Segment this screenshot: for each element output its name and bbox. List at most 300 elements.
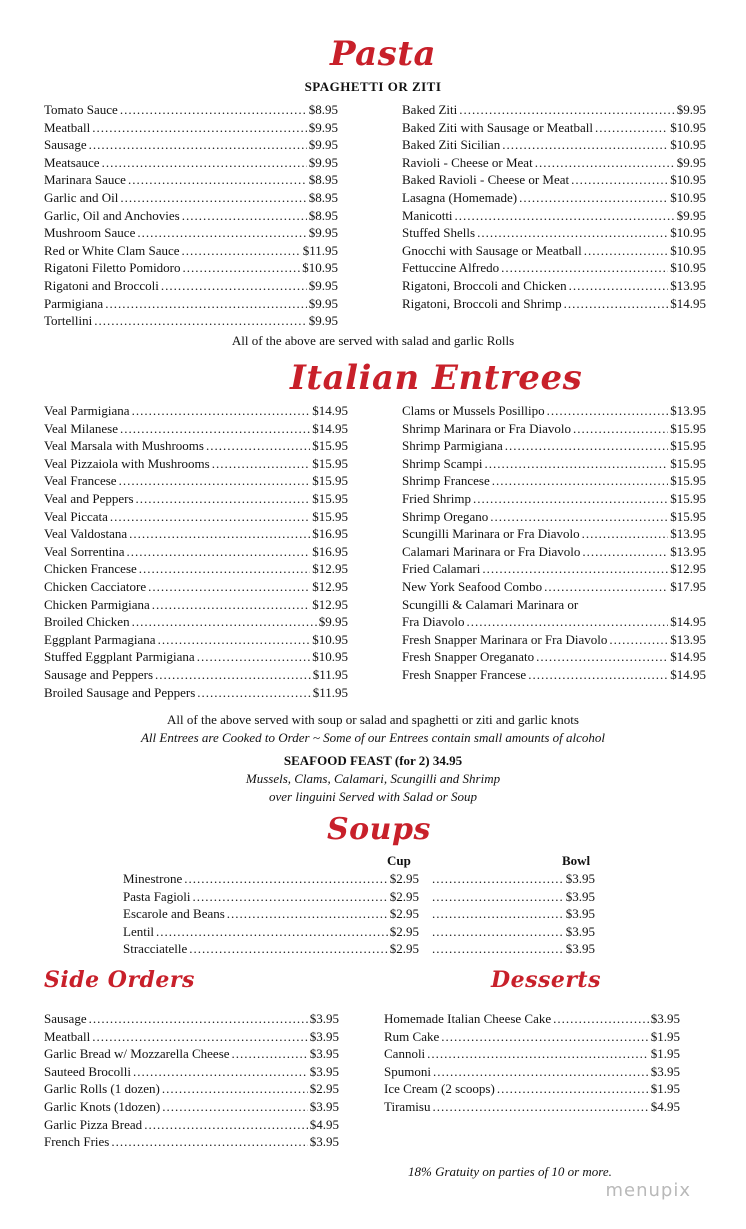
pasta-right-column [402,102,706,313]
dot-leader [573,421,668,437]
menu-item [430,889,595,907]
menu-item-name: Baked Ziti with Sausage or Meatball [402,119,593,135]
dot-leader [136,491,311,507]
menu-item-name: Rigatoni, Broccoli and Chicken [402,277,567,293]
menu-item-name: Fresh Snapper Francese [402,666,527,682]
menu-item-name: Stracciatelle [123,941,188,957]
menu-item-name: Fettuccine Alfredo [402,260,500,276]
gratuity-note: 18% Gratuity on parties of 10 or more. [408,1164,612,1179]
dot-leader [502,137,668,153]
desserts-column [384,1011,680,1117]
menu-item [402,597,706,615]
menu-item [402,260,706,278]
dot-leader [120,102,307,118]
menu-item-name: Veal Sorrentina [44,543,125,559]
dot-leader [162,1099,308,1115]
menu-item [44,509,348,527]
menu-item-price: $3.95 [309,1098,339,1114]
menu-item [44,1081,339,1099]
menu-item [402,155,706,173]
menu-item-name: Veal Pizzaiola with Mushrooms [44,455,210,471]
entrees-title: Italian Entrees [290,358,583,398]
dot-leader [535,155,675,171]
menu-item-price: $2.95 [389,923,419,939]
menu-item [402,526,706,544]
menu-item-name: Rigatoni, Broccoli and Shrimp [402,295,562,311]
menu-item-name: Meatball [44,119,91,135]
menu-item-price: $11.95 [302,242,338,258]
menu-item [384,1011,680,1029]
menu-item-name: Minestrone [123,871,183,886]
menu-item [402,120,706,138]
menu-item-price: $10.95 [670,137,706,153]
dot-leader [432,941,564,957]
menu-item-price: $3.95 [650,1063,680,1079]
menu-item-name: Veal Valdostana [44,526,128,542]
menu-item [384,1046,680,1064]
menu-item-price: $14.95 [670,666,706,682]
menu-item-price: $15.95 [670,473,706,489]
menu-item [402,561,706,579]
menu-item-name: Mushroom Sauce [44,225,136,241]
menu-item [402,403,706,421]
menu-item [430,941,595,959]
menu-item-name: Homemade Italian Cheese Cake [384,1011,552,1026]
menu-item-price: $8.95 [308,102,338,117]
menu-item-price: $9.95 [676,102,706,117]
soups-bowl-column [430,871,595,959]
menu-item-price: $14.95 [312,403,348,418]
menu-item [44,421,348,439]
menu-item [44,137,338,155]
menu-item-name: Garlic and Oil [44,189,119,205]
menu-item-name: Shrimp Francese [402,473,490,489]
menu-item-price: $10.95 [302,260,338,276]
dot-leader [111,1134,307,1150]
dot-leader [553,1011,649,1027]
menu-item-price: $10.95 [312,631,348,647]
dot-leader [92,120,307,136]
menu-item [402,544,706,562]
menu-item-price: $2.95 [389,906,419,922]
menu-item [402,243,706,261]
menu-item-price: $10.95 [670,189,706,205]
menu-item-price: $3.95 [565,906,595,922]
menu-item-name: Garlic, Oil and Anchovies [44,207,180,223]
dot-leader [455,208,675,224]
dot-leader [105,296,307,312]
menu-item-name: Stuffed Eggplant Parmigiana [44,649,195,665]
menu-item-name: Scungilli & Calamari Marinara or [402,596,579,612]
menu-item-name: Chicken Francese [44,561,137,577]
menu-item-price: $16.95 [312,526,348,542]
entrees-note-1: All of the above served with soup or salad and spaghetti or ziti and garlic knots [167,712,579,727]
dot-leader [584,243,668,259]
menu-item [402,225,706,243]
menu-item-price: $3.95 [650,1011,680,1026]
dot-leader [119,473,311,489]
soups-cup-header: Cup [387,853,411,868]
dot-leader [482,561,668,577]
menu-item-price: $14.95 [312,420,348,436]
menu-item-price: $15.95 [670,508,706,524]
menu-item [402,491,706,509]
menu-item-name: Veal Parmigiana [44,403,130,418]
menu-item-price: $3.95 [565,923,595,939]
menu-item-name: Garlic Pizza Bread [44,1116,143,1132]
menu-item-price: $2.95 [389,941,419,957]
soups-cup-column [123,871,419,959]
menu-item-price: $9.95 [308,225,338,241]
menu-item-price: $15.95 [312,508,348,524]
menu-item-name: Lasagna (Homemade) [402,189,518,205]
dot-leader [466,614,668,630]
dot-leader [547,403,669,419]
menu-item-price: $3.95 [565,941,595,957]
menu-item [402,190,706,208]
dot-leader [536,649,668,665]
menu-item-name: Clams or Mussels Posillipo [402,403,545,418]
dot-leader [193,889,388,905]
dot-leader [182,243,301,259]
dot-leader [182,208,307,224]
menu-item [44,172,338,190]
dot-leader [197,685,310,701]
dot-leader [544,579,668,595]
menu-item-price: $11.95 [312,666,348,682]
dot-leader [227,906,388,922]
menu-item-price: $4.95 [309,1116,339,1132]
seafood-feast-title: SEAFOOD FEAST (for 2) 34.95 [283,753,463,768]
menu-item-price: $14.95 [670,295,706,311]
menu-item-price: $9.95 [308,295,338,311]
menu-item-name: Marinara Sauce [44,172,126,188]
menu-item-price: $9.95 [308,154,338,170]
menu-item-name: Tortellini [44,313,93,329]
menu-item-price: $12.95 [312,596,348,612]
dot-leader [519,190,668,206]
menu-item [123,906,419,924]
menu-item [44,614,348,632]
menu-item-name: Garlic Bread w/ Mozzarella Cheese [44,1046,230,1062]
menu-item-name: Veal Marsala with Mushrooms [44,438,204,454]
entrees-note-2: All Entrees are Cooked to Order ~ Some of our Entrees contain small amounts of alcohol [140,730,606,745]
pasta-title: Pasta [330,34,437,74]
menu-item [44,597,348,615]
menu-item-name: Shrimp Marinara or Fra Diavolo [402,420,571,436]
dot-leader [582,526,669,542]
menu-item-name: Meatball [44,1028,91,1044]
menu-item-name: Eggplant Parmagiana [44,631,156,647]
menu-item-price: $15.95 [670,420,706,436]
menu-item [44,403,348,421]
entrees-left-column [44,403,348,702]
menu-item-name: Garlic Knots (1dozen) [44,1098,161,1114]
menu-item [44,685,348,703]
dot-leader [183,260,301,276]
menu-item [123,889,419,907]
menu-item-price: $10.95 [670,225,706,241]
menu-item-price: $13.95 [670,403,706,418]
dot-leader [564,296,669,312]
menu-item [44,313,338,331]
menu-item-price: $12.95 [312,578,348,594]
dot-leader [128,172,307,188]
menu-item-price: $17.95 [670,578,706,594]
menu-item-price: $14.95 [670,649,706,665]
dot-leader [89,1011,308,1027]
menu-item [44,260,338,278]
menu-item-name: Tiramisu [384,1098,431,1114]
menu-item-name: Scungilli Marinara or Fra Diavolo [402,526,580,542]
menu-item-name: Chicken Parmigiana [44,596,150,612]
soups-title: Soups [327,812,431,847]
dot-leader [152,597,310,613]
menu-item-price: $2.95 [309,1081,339,1097]
menu-item-name: Ravioli - Cheese or Meat [402,154,533,170]
menu-item [402,649,706,667]
dot-leader [184,871,388,887]
menu-item [44,296,338,314]
menu-item [402,473,706,491]
menu-item-price: $10.95 [670,242,706,258]
menu-item [402,509,706,527]
watermark-logo: menupix [605,1180,691,1201]
menu-item-name: Manicotti [402,207,453,223]
menu-item-price: $9.95 [308,119,338,135]
dot-leader [497,1081,649,1097]
dot-leader [501,260,668,276]
menu-item [44,1046,339,1064]
menu-item-name: Veal Piccata [44,508,108,524]
menu-item [44,1064,339,1082]
menu-item-name: Ice Cream (2 scoops) [384,1081,495,1097]
menu-item-name: Sausage and Peppers [44,666,154,682]
menu-item [402,208,706,226]
dot-leader [148,579,310,595]
dot-leader [528,667,668,683]
dot-leader [609,632,668,648]
menu-item-price: $10.95 [670,172,706,188]
pasta-left-column [44,102,338,331]
menu-item-price: $3.95 [309,1028,339,1044]
menu-item-price: $3.95 [309,1063,339,1079]
menu-item [44,473,348,491]
menu-item-price: $10.95 [670,119,706,135]
dot-leader [212,456,311,472]
dot-leader [132,614,317,630]
dot-leader [485,456,669,472]
menu-item-name: Broiled Sausage and Peppers [44,684,196,700]
menu-item-price: $15.95 [312,438,348,454]
menu-item [44,1134,339,1152]
dot-leader [120,190,306,206]
menu-item-price: $15.95 [312,473,348,489]
menu-item-price: $9.95 [308,137,338,153]
menu-item-name: Escarole and Beans [123,906,225,922]
menu-item [44,544,348,562]
dot-leader [155,667,311,683]
menu-item-name: Gnocchi with Sausage or Meatball [402,242,582,258]
menu-item-price: $13.95 [670,543,706,559]
dot-leader [473,491,668,507]
dot-leader [102,155,307,171]
menu-item-price: $10.95 [312,649,348,665]
menu-item-name: Meatsauce [44,154,100,170]
menu-item [44,561,348,579]
menu-item [44,579,348,597]
menu-item-name: Sausage [44,1011,87,1026]
menu-item-name: Shrimp Oregano [402,508,489,524]
menu-item [44,1011,339,1029]
dot-leader [441,1029,649,1045]
dot-leader [206,438,310,454]
seafood-feast-line-2: over linguini Served with Salad or Soup [269,789,477,804]
menu-item [402,438,706,456]
menu-item [384,1064,680,1082]
menu-item-name: Broiled Chicken [44,614,130,630]
menu-item-name: Cannoli [384,1046,426,1062]
dot-leader [127,544,311,560]
menu-item-price: $2.95 [389,888,419,904]
menu-item-price: $4.95 [650,1098,680,1114]
dot-leader [129,526,310,542]
dot-leader [505,438,669,454]
menu-item [384,1081,680,1099]
menu-item-name: Spumoni [384,1063,431,1079]
menu-item-price: $1.95 [650,1046,680,1062]
dot-leader [94,313,307,329]
menu-item [44,1099,339,1117]
dot-leader [137,225,306,241]
menu-item-name: Chicken Cacciatore [44,578,147,594]
menu-item [384,1099,680,1117]
dot-leader [197,649,311,665]
dot-leader [89,137,307,153]
menu-item [430,871,595,889]
dot-leader [492,473,669,489]
menu-item [44,632,348,650]
menu-item [44,155,338,173]
menu-item [44,667,348,685]
menu-item-name: Baked Ziti Sicilian [402,137,501,153]
menu-item-price: $10.95 [670,260,706,276]
menu-item-price: $15.95 [670,455,706,471]
dot-leader [571,172,668,188]
menu-item [44,120,338,138]
entrees-right-column [402,403,706,685]
menu-item-name: Fresh Snapper Oreganato [402,649,535,665]
menu-item-name: Sausage [44,137,87,153]
menu-item-price: $15.95 [670,438,706,454]
menu-item-name: French Fries [44,1134,110,1150]
dot-leader [120,421,310,437]
menu-item [402,667,706,685]
dot-leader [132,403,311,419]
dot-leader [92,1029,308,1045]
menu-item-name: Shrimp Parmigiana [402,438,503,454]
menu-item [402,172,706,190]
menu-item-name: Pasta Fagioli [123,888,191,904]
dot-leader [432,871,564,887]
menu-item-price: $3.95 [565,888,595,904]
menu-item [402,102,706,120]
menu-item-price: $15.95 [312,455,348,471]
dot-leader [232,1046,308,1062]
menu-item-name: Veal Francese [44,473,117,489]
dot-leader [477,225,668,241]
menu-item [44,1029,339,1047]
menu-item-price: $3.95 [565,871,595,886]
menu-item [44,1117,339,1135]
menu-item [402,137,706,155]
menu-item-price: $9.95 [318,614,348,630]
menu-item-name: Baked Ziti [402,102,458,117]
menu-item [402,632,706,650]
menu-item-price: $2.95 [389,871,419,886]
menu-item-name: Fra Diavolo [402,614,465,630]
menu-item [44,225,338,243]
menu-item [430,906,595,924]
menu-item-price: $16.95 [312,543,348,559]
menu-item [44,438,348,456]
menu-item-name: Rigatoni Filetto Pomidoro [44,260,181,276]
menu-item [402,614,706,632]
menu-item-name: Fried Calamari [402,561,481,577]
dot-leader [133,1064,308,1080]
menu-item-name: Garlic Rolls (1 dozen) [44,1081,160,1097]
menu-item [44,190,338,208]
menu-item [402,296,706,314]
menu-item-price: $9.95 [676,154,706,170]
menu-item-name: Calamari Marinara or Fra Diavolo [402,543,581,559]
menu-item [384,1029,680,1047]
dot-leader [110,509,310,525]
menu-item-price: $12.95 [670,561,706,577]
menu-item [123,871,419,889]
menu-item-name: Tomato Sauce [44,102,118,117]
menu-item [44,102,338,120]
menu-item-price: $8.95 [308,207,338,223]
menu-item-price: $9.95 [308,313,338,329]
dot-leader [162,1081,308,1097]
menu-item-price: $9.95 [308,277,338,293]
menu-item [402,278,706,296]
menu-item-price: $8.95 [308,189,338,205]
dot-leader [432,889,564,905]
dot-leader [490,509,668,525]
menu-item-price: $3.95 [309,1011,339,1026]
menu-item [44,526,348,544]
menu-item-price: $1.95 [650,1081,680,1097]
menu-item [123,924,419,942]
menu-item-price: $13.95 [670,526,706,542]
dot-leader [432,906,564,922]
menu-item [123,941,419,959]
menu-item [402,421,706,439]
menu-item [44,649,348,667]
menu-item-name: Stuffed Shells [402,225,476,241]
menu-item-name: Sauteed Brocolli [44,1063,132,1079]
dot-leader [582,544,668,560]
sides-title: Side Orders [44,967,195,993]
menu-item-name: Fresh Snapper Marinara or Fra Diavolo [402,631,608,647]
dot-leader [432,1099,648,1115]
dot-leader [595,120,668,136]
menu-item-price: $15.95 [670,490,706,506]
dot-leader [432,924,564,940]
dot-leader [144,1117,308,1133]
